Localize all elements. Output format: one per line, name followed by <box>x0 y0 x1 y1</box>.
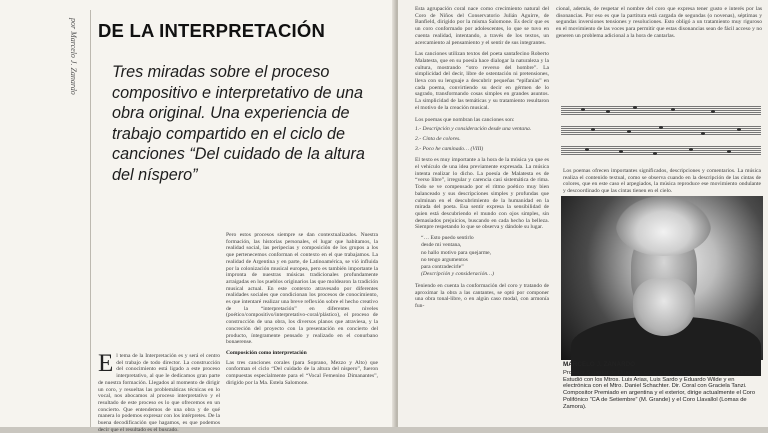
byline: por Marcelo J. Zanardo <box>69 18 78 95</box>
right-column-2 <box>556 6 762 40</box>
note-icon <box>727 150 731 153</box>
photo-beard <box>633 278 695 336</box>
poem-item-2: 2.- Cinta de colores. <box>415 135 461 142</box>
author-name: MARCELO J. ZANARDO <box>563 361 636 368</box>
quote-line: “… Esto puedo sentirlo <box>421 235 474 242</box>
quote-line: no tengo argumentos <box>421 256 468 263</box>
left-column-2 <box>226 232 378 386</box>
note-icon <box>585 148 589 151</box>
poet-paragraph: Las canciones utilizan textos del poeta santafecino Roberto Malatesta, que en su poesía hace dialogar la naturaleza y la cultura, mostrando “otro reverso del hombre”. La simplicidad del decir, libre de ostentación ni pretensiones, lleva con su lenguaje a descubrir pequeñas “epifanías” en cada poema, convirtiendo su decir en gérmen de lo sagrado, transformando cosas simples en grandes asuntos. La simplicidad de las temáticas y su tratamiento resultaron el motivo de la creación musical. <box>415 51 549 111</box>
choir-paragraph: Esta agrupación coral nace como crecimiento natural del Coro de Niños del Conservatorio Julián Aguirre, de Banfield, dirigido por la misma Salomone. Es decir que es un coro conformado por adolescentes, lo que se tuvo en cuenta realidad, intentando, a través de los textos, un acercamiento al pensamiento y el sentir de sus integrantes. <box>415 6 549 46</box>
composition-paragraph: Las tres canciones corales (para Soprano, Mezzo y Alto) que conforman el ciclo “Del cuidado de la altura del níspero”, fueron compuestas especialmente para el “Vocal Femenino Dimanantes”, dirigido por la Ma. Estela Salomone. <box>226 359 378 386</box>
note-icon <box>659 126 663 129</box>
note-icon <box>671 108 675 111</box>
quote-source: (Descripción y consideración…) <box>421 271 495 278</box>
note-icon <box>737 128 741 131</box>
text-paragraph: El texto es muy importante a la hora de la música ya que es el vehículo de una idea previamente expresada. La música intenta realizar lo dicho. La poesía de Malatesta es de “verso libre”, irregular y carencia casi sistemática de rima. Todo se ve compensado por el ritmo poético muy bien balanceado y sus descripciones simples y profundas que culminan en el descubrimiento de la humanidad en la mirada del poeta. Esa sentir expresa la sensibilidad de quien está descubriendo el mundo con ojos simples, sin demasiados prejuicios, buscando en cada hecho la belleza. Siempre respetando lo que se observa y dándole su lugar. <box>415 157 549 231</box>
left-column-1 <box>98 350 220 433</box>
section-subhead: Composición como interpretación <box>226 349 307 356</box>
article-deck: Tres miradas sobre el proceso compositivo e interpretativo de una obra original. Una experiencia de trabajo compartido en el ciclo de canciones “Del cuidado de la altura del níspero” <box>112 63 365 184</box>
drop-cap: E <box>98 350 114 377</box>
note-icon <box>711 110 715 113</box>
context-paragraph: Pero estos procesos siempre se dan contextualizados. Nuestra formación, las historias personales, el lugar que habitamos, la realidad social, las peripecias y composición de los grupos a los que pertenecemos conforman el contexto en el que trabajamos. La realidad de Argentina y en parte, de Latinoamérica, se vió influida por la colonización musical europea, pero es también importante la impronta de nuestras músicas tradicionales profundamente arraigadas en los pueblos originarios las que moldearon la tradición musical actual. En este contexto atravesado por diferentes realidades sociales que condicionan los procesos de conocimiento, es que intentaré realizar una breve reflexión sobre el hecho creativo de la “interpretación” en diferentes niveles (poético/compositivo/interpretativo-coral/plástico), el proceso de construcción de una obra, los diversos planos que atraviesa, y la concreción del proyecto con la presentación en concierto del producto, íntegramente pensado y realizado en el conurbano bonaerense. <box>226 232 378 346</box>
margin-rule <box>90 10 91 427</box>
poem-item-3: 3.- Poco he caminado… (VIII) <box>415 145 484 152</box>
photo-hair <box>616 196 711 256</box>
note-icon <box>591 128 595 131</box>
score-excerpt <box>561 102 761 166</box>
note-icon <box>701 132 705 135</box>
author-caption <box>563 362 763 411</box>
quote-line: desde mi ventana, <box>421 242 462 249</box>
note-icon <box>633 106 637 109</box>
note-icon <box>581 108 585 111</box>
right-column-1 <box>415 6 549 310</box>
note-icon <box>619 150 623 153</box>
author-photo <box>561 196 763 360</box>
article-title: DE LA INTERPRETACIÓN <box>98 20 326 41</box>
note-icon <box>606 110 610 113</box>
intro-paragraph: l tema de la Interpretación es y será el centro del trabajo de todo director. La construcción del conocimiento está ligado a este proceso interpretativo, al que le dedicamos gran parte de nuestra formación. Llegados al momento de dirigir un coro, y resueltas las problemáticas técnicas en lo vocal, nos abocamos al proceso interpretativo y el resultado de este proceso es lo que ofrecemos en un concierto. Que entendemos de una obra y de qué manera lo podemos expresar con los intérpretes. De la buena decodificación que hagamos, es que podemos decir que el resultado es el buscado. <box>98 353 220 433</box>
note-icon <box>689 148 693 151</box>
poem-item-1: 1.- Descripción y consideración desde una ventana. <box>415 126 532 133</box>
quote-line: no hallo motivo para quejarme, <box>421 249 492 256</box>
staff <box>561 146 761 158</box>
right-column-3 <box>563 168 761 195</box>
author-bio: Profesor Superior de Dirección Coral y Profesor Superior de Composición. Estudió con los Mtros. Luis Arias, Luis Sardo y Eduardo Wilde y en electrónica con el Mtro. Daniel Schachter. Dir. Coral con Graciela Tanzi. Compositor Premiado en argentina y el exterior, dirige actualmente el Coro Polifónico “CA de Setiembre” (M. Grande) y el Coro Llavallol (Lomas de Zamora). <box>563 369 756 410</box>
note-icon <box>627 130 631 133</box>
note-icon <box>653 152 657 155</box>
staff <box>561 106 761 118</box>
tonal-paragraph: Teniendo en cuenta la conformación del coro y tratando de aproximar la obra a las cantantes, se optó por componer una obra tonal-libre, o en algún caso modal, con armonía fun- <box>415 282 549 309</box>
poems-intro: Los poemas que nombran las canciones son: <box>415 116 515 123</box>
poem-quote <box>415 235 549 278</box>
harmony-paragraph: cional, además, de respetar el nombre del coro que expresa tener gusto e interés por las disonancias. Por eso es que la partitura está cargada de segundas (o novenas), séptimas y segundas inversiones tensiones y resoluciones. Esto obligó a un tratamiento muy riguroso en el movimiento de las voces para permitir que estas disonancias sean de fácil acceso y no generen un problema adicional a la hora de cantarlas. <box>556 6 762 39</box>
meaning-paragraph: Los poemas ofrecen importantes significados, descripciones y comentarios. La música realiza el contenido textual, como se observa cuando en la descripción de las cintas de colores, que en este caso el arpegiados, la música reproduce ese movimiento ondulante y descoordinado que las cintas tienen en el cielo. <box>563 168 761 195</box>
quote-line: para contradecirle” <box>421 263 464 270</box>
